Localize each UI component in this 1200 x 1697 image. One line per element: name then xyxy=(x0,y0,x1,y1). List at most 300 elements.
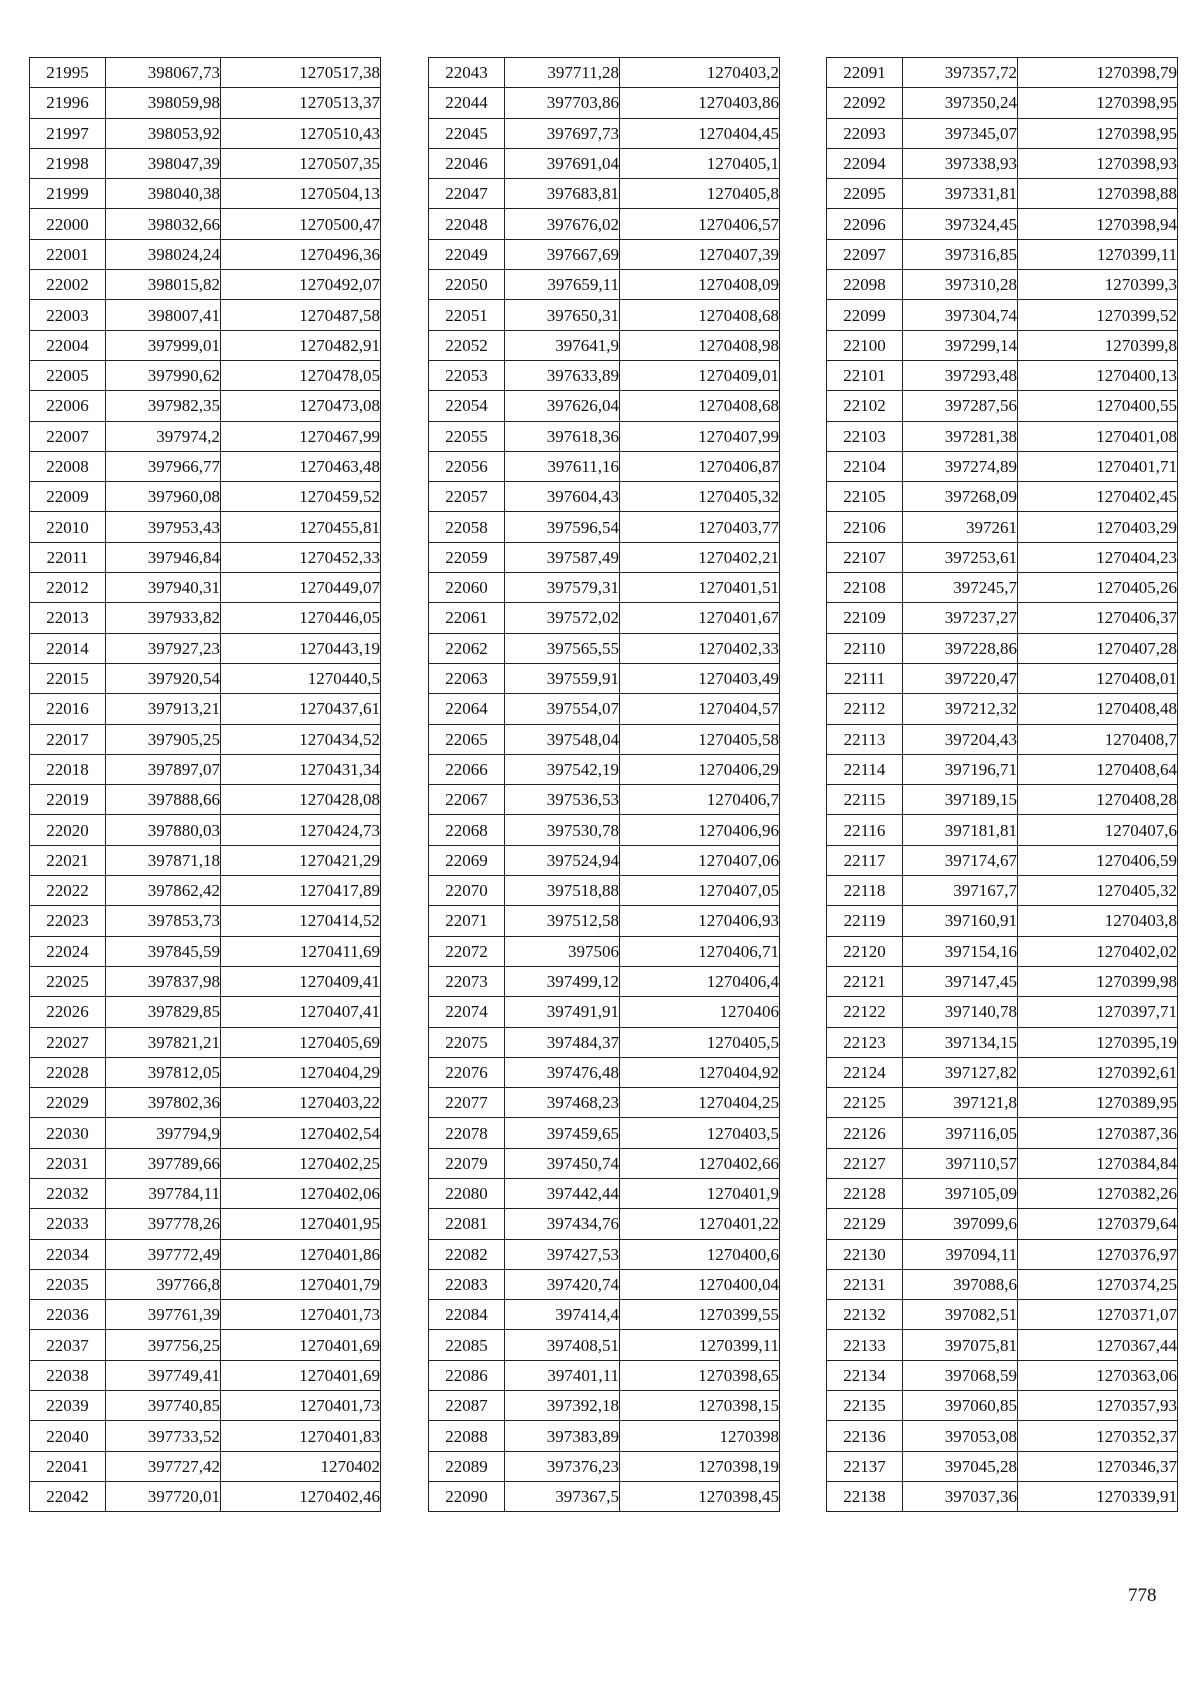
y-coordinate-cell: 1270404,29 xyxy=(221,1057,381,1087)
table-row xyxy=(827,330,1178,360)
y-coordinate-cell: 1270492,07 xyxy=(221,270,381,300)
point-id-cell: 22113 xyxy=(827,724,903,754)
point-id-cell: 22061 xyxy=(429,603,505,633)
y-coordinate-cell: 1270411,69 xyxy=(221,936,381,966)
point-id-cell: 22015 xyxy=(30,663,106,693)
table-row xyxy=(30,966,381,996)
point-id-cell: 22072 xyxy=(429,936,505,966)
y-coordinate-cell: 1270404,57 xyxy=(620,694,780,724)
point-id-cell: 22129 xyxy=(827,1209,903,1239)
table-row xyxy=(827,1360,1178,1390)
table-row xyxy=(827,603,1178,633)
x-coordinate-cell: 397392,18 xyxy=(505,1391,620,1421)
table-row xyxy=(30,1360,381,1390)
point-id-cell: 22064 xyxy=(429,694,505,724)
x-coordinate-cell: 397766,8 xyxy=(106,1269,221,1299)
y-coordinate-cell: 1270400,6 xyxy=(620,1239,780,1269)
y-coordinate-cell: 1270401,08 xyxy=(1018,421,1178,451)
x-coordinate-cell: 397524,94 xyxy=(505,845,620,875)
point-id-cell: 22007 xyxy=(30,421,106,451)
table-row xyxy=(30,1481,381,1511)
point-id-cell: 22052 xyxy=(429,330,505,360)
table-row xyxy=(429,573,780,603)
point-id-cell: 22066 xyxy=(429,754,505,784)
x-coordinate-cell: 398040,38 xyxy=(106,179,221,209)
point-id-cell: 22126 xyxy=(827,1118,903,1148)
x-coordinate-cell: 397641,9 xyxy=(505,330,620,360)
point-id-cell: 22050 xyxy=(429,270,505,300)
table-row xyxy=(30,1178,381,1208)
point-id-cell: 22092 xyxy=(827,88,903,118)
x-coordinate-cell: 397812,05 xyxy=(106,1057,221,1087)
table-row xyxy=(30,391,381,421)
point-id-cell: 22014 xyxy=(30,633,106,663)
y-coordinate-cell: 1270401,67 xyxy=(620,603,780,633)
x-coordinate-cell: 397116,05 xyxy=(903,1118,1018,1148)
x-coordinate-cell: 397408,51 xyxy=(505,1330,620,1360)
y-coordinate-cell: 1270395,19 xyxy=(1018,1027,1178,1057)
x-coordinate-cell: 397484,37 xyxy=(505,1027,620,1057)
x-coordinate-cell: 397974,2 xyxy=(106,421,221,451)
y-coordinate-cell: 1270402,06 xyxy=(221,1178,381,1208)
table-row xyxy=(429,148,780,178)
y-coordinate-cell: 1270463,48 xyxy=(221,451,381,481)
table-row xyxy=(827,785,1178,815)
table-row xyxy=(30,1118,381,1148)
x-coordinate-cell: 397512,58 xyxy=(505,906,620,936)
y-coordinate-cell: 1270406,71 xyxy=(620,936,780,966)
y-coordinate-cell: 1270346,37 xyxy=(1018,1451,1178,1481)
x-coordinate-cell: 397204,43 xyxy=(903,724,1018,754)
y-coordinate-cell: 1270406,93 xyxy=(620,906,780,936)
x-coordinate-cell: 397880,03 xyxy=(106,815,221,845)
y-coordinate-cell: 1270405,26 xyxy=(1018,573,1178,603)
point-id-cell: 22121 xyxy=(827,966,903,996)
point-id-cell: 22040 xyxy=(30,1421,106,1451)
x-coordinate-cell: 397350,24 xyxy=(903,88,1018,118)
y-coordinate-cell: 1270405,69 xyxy=(221,1027,381,1057)
x-coordinate-cell: 397611,16 xyxy=(505,451,620,481)
table-row xyxy=(827,663,1178,693)
point-id-cell: 22063 xyxy=(429,663,505,693)
x-coordinate-cell: 397140,78 xyxy=(903,997,1018,1027)
table-row xyxy=(827,966,1178,996)
x-coordinate-cell: 397420,74 xyxy=(505,1269,620,1299)
y-coordinate-cell: 1270404,25 xyxy=(620,1088,780,1118)
y-coordinate-cell: 1270443,19 xyxy=(221,633,381,663)
table-row xyxy=(30,1088,381,1118)
point-id-cell: 22017 xyxy=(30,724,106,754)
y-coordinate-cell: 1270401,22 xyxy=(620,1209,780,1239)
point-id-cell: 22000 xyxy=(30,209,106,239)
x-coordinate-cell: 397261 xyxy=(903,512,1018,542)
point-id-cell: 22133 xyxy=(827,1330,903,1360)
table-row xyxy=(30,239,381,269)
table-row xyxy=(827,633,1178,663)
y-coordinate-cell: 1270407,39 xyxy=(620,239,780,269)
x-coordinate-cell: 397167,7 xyxy=(903,876,1018,906)
point-id-cell: 22027 xyxy=(30,1027,106,1057)
table-row xyxy=(429,663,780,693)
point-id-cell: 22135 xyxy=(827,1391,903,1421)
x-coordinate-cell: 397476,48 xyxy=(505,1057,620,1087)
point-id-cell: 21995 xyxy=(30,58,106,88)
x-coordinate-cell: 397733,52 xyxy=(106,1421,221,1451)
y-coordinate-cell: 1270405,5 xyxy=(620,1027,780,1057)
x-coordinate-cell: 397650,31 xyxy=(505,300,620,330)
y-coordinate-cell: 1270406,96 xyxy=(620,815,780,845)
y-coordinate-cell: 1270504,13 xyxy=(221,179,381,209)
point-id-cell: 21998 xyxy=(30,148,106,178)
table-row xyxy=(827,391,1178,421)
x-coordinate-cell: 397287,56 xyxy=(903,391,1018,421)
point-id-cell: 22008 xyxy=(30,451,106,481)
point-id-cell: 22054 xyxy=(429,391,505,421)
x-coordinate-cell: 397268,09 xyxy=(903,482,1018,512)
point-id-cell: 22060 xyxy=(429,573,505,603)
table-row xyxy=(30,512,381,542)
y-coordinate-cell: 1270507,35 xyxy=(221,148,381,178)
table-row xyxy=(429,1027,780,1057)
point-id-cell: 22117 xyxy=(827,845,903,875)
table-row xyxy=(827,1300,1178,1330)
x-coordinate-cell: 397450,74 xyxy=(505,1148,620,1178)
y-coordinate-cell: 1270399,11 xyxy=(620,1330,780,1360)
point-id-cell: 22002 xyxy=(30,270,106,300)
table-row xyxy=(827,360,1178,390)
y-coordinate-cell: 1270401,69 xyxy=(221,1360,381,1390)
x-coordinate-cell: 397228,86 xyxy=(903,633,1018,663)
y-coordinate-cell: 1270407,05 xyxy=(620,876,780,906)
table-row xyxy=(429,330,780,360)
point-id-cell: 22034 xyxy=(30,1239,106,1269)
x-coordinate-cell: 397499,12 xyxy=(505,966,620,996)
y-coordinate-cell: 1270407,28 xyxy=(1018,633,1178,663)
y-coordinate-cell: 1270404,23 xyxy=(1018,542,1178,572)
x-coordinate-cell: 397082,51 xyxy=(903,1300,1018,1330)
point-id-cell: 22013 xyxy=(30,603,106,633)
x-coordinate-cell: 397784,11 xyxy=(106,1178,221,1208)
y-coordinate-cell: 1270398 xyxy=(620,1421,780,1451)
point-id-cell: 22125 xyxy=(827,1088,903,1118)
x-coordinate-cell: 397127,82 xyxy=(903,1057,1018,1087)
x-coordinate-cell: 397691,04 xyxy=(505,148,620,178)
x-coordinate-cell: 397871,18 xyxy=(106,845,221,875)
x-coordinate-cell: 397659,11 xyxy=(505,270,620,300)
table-row xyxy=(827,118,1178,148)
table-row xyxy=(827,1178,1178,1208)
x-coordinate-cell: 398032,66 xyxy=(106,209,221,239)
table-row xyxy=(429,421,780,451)
table-row xyxy=(429,391,780,421)
table-row xyxy=(30,936,381,966)
y-coordinate-cell: 1270400,04 xyxy=(620,1269,780,1299)
x-coordinate-cell: 397837,98 xyxy=(106,966,221,996)
point-id-cell: 22137 xyxy=(827,1451,903,1481)
point-id-cell: 22003 xyxy=(30,300,106,330)
point-id-cell: 22026 xyxy=(30,997,106,1027)
x-coordinate-cell: 397518,88 xyxy=(505,876,620,906)
x-coordinate-cell: 397761,39 xyxy=(106,1300,221,1330)
table-row xyxy=(30,148,381,178)
y-coordinate-cell: 1270405,32 xyxy=(620,482,780,512)
table-row xyxy=(429,633,780,663)
x-coordinate-cell: 397829,85 xyxy=(106,997,221,1027)
table-row xyxy=(827,1057,1178,1087)
y-coordinate-cell: 1270399,11 xyxy=(1018,239,1178,269)
point-id-cell: 22098 xyxy=(827,270,903,300)
x-coordinate-cell: 397401,11 xyxy=(505,1360,620,1390)
y-coordinate-cell: 1270397,71 xyxy=(1018,997,1178,1027)
y-coordinate-cell: 1270387,36 xyxy=(1018,1118,1178,1148)
y-coordinate-cell: 1270408,98 xyxy=(620,330,780,360)
x-coordinate-cell: 397053,08 xyxy=(903,1421,1018,1451)
x-coordinate-cell: 397676,02 xyxy=(505,209,620,239)
point-id-cell: 22124 xyxy=(827,1057,903,1087)
y-coordinate-cell: 1270389,95 xyxy=(1018,1088,1178,1118)
y-coordinate-cell: 1270407,6 xyxy=(1018,815,1178,845)
point-id-cell: 22131 xyxy=(827,1269,903,1299)
y-coordinate-cell: 1270406,87 xyxy=(620,451,780,481)
table-row xyxy=(429,1148,780,1178)
point-id-cell: 22084 xyxy=(429,1300,505,1330)
x-coordinate-cell: 397587,49 xyxy=(505,542,620,572)
x-coordinate-cell: 397933,82 xyxy=(106,603,221,633)
point-id-cell: 22047 xyxy=(429,179,505,209)
table-row xyxy=(30,1330,381,1360)
coordinate-table-3 xyxy=(826,57,1178,1512)
point-id-cell: 22048 xyxy=(429,209,505,239)
y-coordinate-cell: 1270400,13 xyxy=(1018,360,1178,390)
x-coordinate-cell: 397281,38 xyxy=(903,421,1018,451)
point-id-cell: 22134 xyxy=(827,1360,903,1390)
y-coordinate-cell: 1270367,44 xyxy=(1018,1330,1178,1360)
point-id-cell: 22036 xyxy=(30,1300,106,1330)
x-coordinate-cell: 397367,5 xyxy=(505,1481,620,1511)
y-coordinate-cell: 1270406,29 xyxy=(620,754,780,784)
x-coordinate-cell: 397045,28 xyxy=(903,1451,1018,1481)
y-coordinate-cell: 1270408,09 xyxy=(620,270,780,300)
y-coordinate-cell: 1270407,99 xyxy=(620,421,780,451)
table-row xyxy=(429,1421,780,1451)
x-coordinate-cell: 397548,04 xyxy=(505,724,620,754)
x-coordinate-cell: 398059,98 xyxy=(106,88,221,118)
point-id-cell: 22111 xyxy=(827,663,903,693)
point-id-cell: 22105 xyxy=(827,482,903,512)
point-id-cell: 22019 xyxy=(30,785,106,815)
table-row xyxy=(429,58,780,88)
y-coordinate-cell: 1270421,29 xyxy=(221,845,381,875)
y-coordinate-cell: 1270401,73 xyxy=(221,1391,381,1421)
y-coordinate-cell: 1270401,95 xyxy=(221,1209,381,1239)
point-id-cell: 22039 xyxy=(30,1391,106,1421)
point-id-cell: 22090 xyxy=(429,1481,505,1511)
table-row xyxy=(429,1178,780,1208)
table-row xyxy=(30,330,381,360)
table-row xyxy=(429,88,780,118)
x-coordinate-cell: 397683,81 xyxy=(505,179,620,209)
x-coordinate-cell: 397075,81 xyxy=(903,1330,1018,1360)
point-id-cell: 22065 xyxy=(429,724,505,754)
coordinate-table-1 xyxy=(29,57,381,1512)
table-row xyxy=(827,58,1178,88)
table-row xyxy=(827,209,1178,239)
table-row xyxy=(30,360,381,390)
point-id-cell: 21997 xyxy=(30,118,106,148)
table-row xyxy=(827,694,1178,724)
point-id-cell: 22042 xyxy=(30,1481,106,1511)
x-coordinate-cell: 397110,57 xyxy=(903,1148,1018,1178)
table-row xyxy=(30,1391,381,1421)
table-row xyxy=(429,1451,780,1481)
point-id-cell: 22053 xyxy=(429,360,505,390)
point-id-cell: 22104 xyxy=(827,451,903,481)
x-coordinate-cell: 397331,81 xyxy=(903,179,1018,209)
table-row xyxy=(30,876,381,906)
y-coordinate-cell: 1270510,43 xyxy=(221,118,381,148)
table-row xyxy=(429,1118,780,1148)
y-coordinate-cell: 1270409,41 xyxy=(221,966,381,996)
y-coordinate-cell: 1270405,1 xyxy=(620,148,780,178)
x-coordinate-cell: 397304,74 xyxy=(903,300,1018,330)
table-row xyxy=(30,1239,381,1269)
y-coordinate-cell: 1270405,32 xyxy=(1018,876,1178,906)
y-coordinate-cell: 1270401,69 xyxy=(221,1330,381,1360)
table-row xyxy=(827,1209,1178,1239)
x-coordinate-cell: 397960,08 xyxy=(106,482,221,512)
y-coordinate-cell: 1270408,01 xyxy=(1018,663,1178,693)
point-id-cell: 22009 xyxy=(30,482,106,512)
point-id-cell: 22108 xyxy=(827,573,903,603)
point-id-cell: 22024 xyxy=(30,936,106,966)
x-coordinate-cell: 397667,69 xyxy=(505,239,620,269)
table-row xyxy=(30,694,381,724)
point-id-cell: 22101 xyxy=(827,360,903,390)
y-coordinate-cell: 1270449,07 xyxy=(221,573,381,603)
table-row xyxy=(30,845,381,875)
point-id-cell: 22127 xyxy=(827,1148,903,1178)
table-row xyxy=(827,512,1178,542)
x-coordinate-cell: 397345,07 xyxy=(903,118,1018,148)
point-id-cell: 22085 xyxy=(429,1330,505,1360)
point-id-cell: 22138 xyxy=(827,1481,903,1511)
point-id-cell: 22103 xyxy=(827,421,903,451)
point-id-cell: 22022 xyxy=(30,876,106,906)
x-coordinate-cell: 397633,89 xyxy=(505,360,620,390)
x-coordinate-cell: 397554,07 xyxy=(505,694,620,724)
table-row xyxy=(827,1451,1178,1481)
point-id-cell: 22021 xyxy=(30,845,106,875)
table-row xyxy=(429,512,780,542)
table-row xyxy=(827,876,1178,906)
point-id-cell: 22030 xyxy=(30,1118,106,1148)
table-row xyxy=(827,88,1178,118)
y-coordinate-cell: 1270408,68 xyxy=(620,300,780,330)
x-coordinate-cell: 397174,67 xyxy=(903,845,1018,875)
x-coordinate-cell: 397274,89 xyxy=(903,451,1018,481)
point-id-cell: 22057 xyxy=(429,482,505,512)
table-row xyxy=(827,754,1178,784)
table-row xyxy=(30,754,381,784)
x-coordinate-cell: 397088,6 xyxy=(903,1269,1018,1299)
point-id-cell: 22106 xyxy=(827,512,903,542)
point-id-cell: 22128 xyxy=(827,1178,903,1208)
x-coordinate-cell: 397299,14 xyxy=(903,330,1018,360)
x-coordinate-cell: 397772,49 xyxy=(106,1239,221,1269)
x-coordinate-cell: 397711,28 xyxy=(505,58,620,88)
y-coordinate-cell: 1270437,61 xyxy=(221,694,381,724)
x-coordinate-cell: 397099,6 xyxy=(903,1209,1018,1239)
x-coordinate-cell: 397789,66 xyxy=(106,1148,221,1178)
point-id-cell: 22028 xyxy=(30,1057,106,1087)
x-coordinate-cell: 397324,45 xyxy=(903,209,1018,239)
point-id-cell: 22012 xyxy=(30,573,106,603)
table-row xyxy=(30,300,381,330)
x-coordinate-cell: 398024,24 xyxy=(106,239,221,269)
table-row xyxy=(827,1118,1178,1148)
table-row xyxy=(429,754,780,784)
y-coordinate-cell: 1270487,58 xyxy=(221,300,381,330)
table-row xyxy=(827,573,1178,603)
x-coordinate-cell: 397316,85 xyxy=(903,239,1018,269)
table-row xyxy=(827,1421,1178,1451)
table-row xyxy=(827,1481,1178,1511)
table-row xyxy=(429,1057,780,1087)
x-coordinate-cell: 397293,48 xyxy=(903,360,1018,390)
table-row xyxy=(30,118,381,148)
y-coordinate-cell: 1270405,58 xyxy=(620,724,780,754)
y-coordinate-cell: 1270403,77 xyxy=(620,512,780,542)
table-row xyxy=(30,785,381,815)
table-row xyxy=(827,997,1178,1027)
x-coordinate-cell: 397147,45 xyxy=(903,966,1018,996)
table-row xyxy=(30,603,381,633)
table-row xyxy=(429,785,780,815)
point-id-cell: 22112 xyxy=(827,694,903,724)
table-row xyxy=(827,936,1178,966)
y-coordinate-cell: 1270408,48 xyxy=(1018,694,1178,724)
table-row xyxy=(429,936,780,966)
x-coordinate-cell: 397468,23 xyxy=(505,1088,620,1118)
y-coordinate-cell: 1270401,79 xyxy=(221,1269,381,1299)
y-coordinate-cell: 1270404,45 xyxy=(620,118,780,148)
point-id-cell: 22082 xyxy=(429,1239,505,1269)
x-coordinate-cell: 397121,8 xyxy=(903,1088,1018,1118)
table-row xyxy=(429,360,780,390)
y-coordinate-cell: 1270401,86 xyxy=(221,1239,381,1269)
y-coordinate-cell: 1270398,65 xyxy=(620,1360,780,1390)
x-coordinate-cell: 398015,82 xyxy=(106,270,221,300)
y-coordinate-cell: 1270406,59 xyxy=(1018,845,1178,875)
point-id-cell: 22081 xyxy=(429,1209,505,1239)
x-coordinate-cell: 397376,23 xyxy=(505,1451,620,1481)
y-coordinate-cell: 1270402,25 xyxy=(221,1148,381,1178)
y-coordinate-cell: 1270403,22 xyxy=(221,1088,381,1118)
table-row xyxy=(30,906,381,936)
x-coordinate-cell: 397862,42 xyxy=(106,876,221,906)
point-id-cell: 22118 xyxy=(827,876,903,906)
y-coordinate-cell: 1270398,93 xyxy=(1018,148,1178,178)
y-coordinate-cell: 1270398,94 xyxy=(1018,209,1178,239)
y-coordinate-cell: 1270352,37 xyxy=(1018,1421,1178,1451)
point-id-cell: 22119 xyxy=(827,906,903,936)
y-coordinate-cell: 1270371,07 xyxy=(1018,1300,1178,1330)
table-row xyxy=(429,1391,780,1421)
table-row xyxy=(30,209,381,239)
point-id-cell: 22116 xyxy=(827,815,903,845)
y-coordinate-cell: 1270401,51 xyxy=(620,573,780,603)
table-row xyxy=(30,815,381,845)
